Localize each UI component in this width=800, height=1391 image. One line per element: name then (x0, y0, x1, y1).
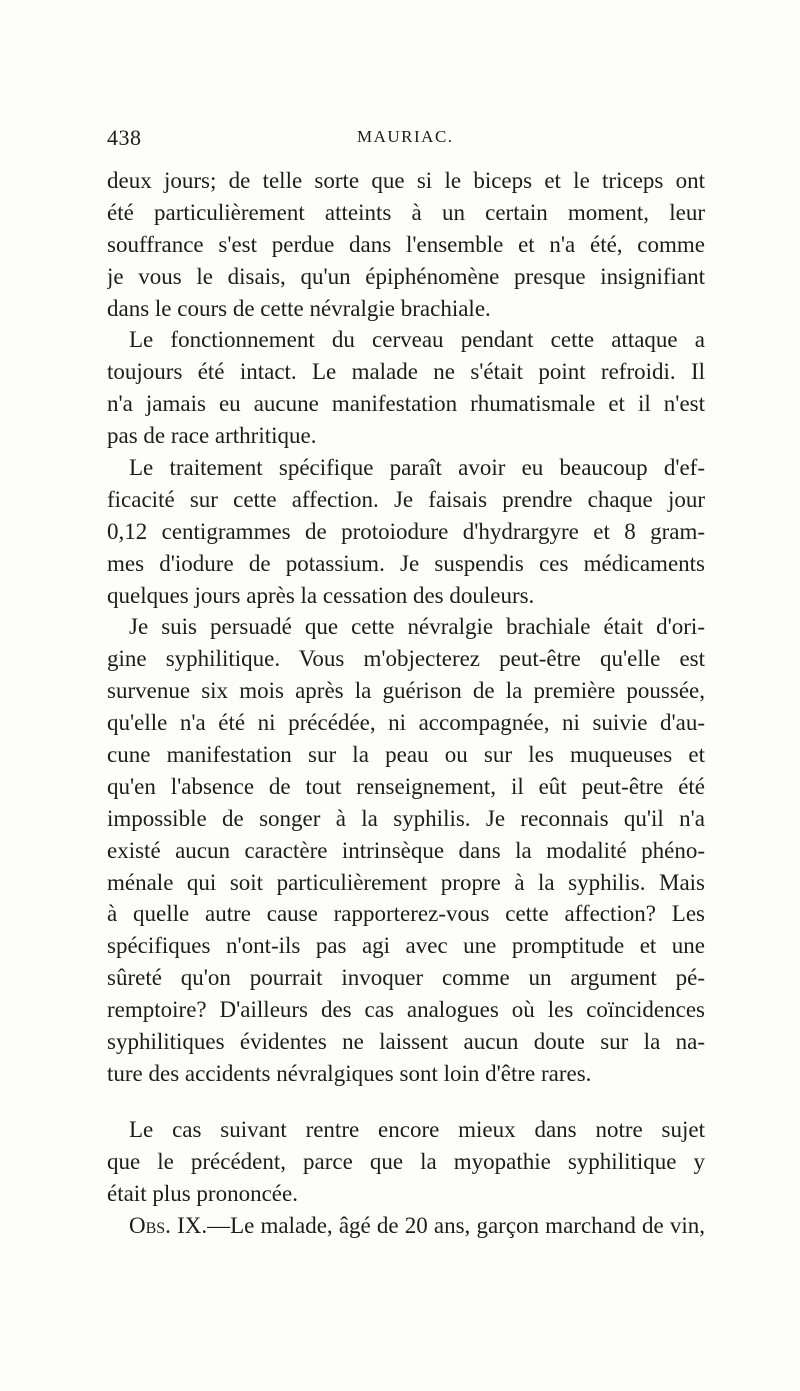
text-line: qu'en l'absence de tout renseignement, il eût peut-être été (107, 773, 705, 799)
text-line: Le traitement spécifique paraît avoir eu beaucoup d'ef- (129, 455, 705, 481)
text-line: ménale qui soit particulièrement propre à la syphilis. Mais (107, 869, 705, 895)
text-line: toujours été intact. Le malade ne s'était point refroidi. Il (107, 359, 705, 385)
running-head (107, 125, 705, 165)
text-line: 0,12 centigrammes de protoiodure d'hydrargyre et 8 gram- (107, 518, 705, 544)
text-line: ficacité sur cette affection. Je faisais prendre chaque jour (107, 486, 705, 512)
text-line: était plus prononcée. (107, 1180, 298, 1206)
text-line: existé aucun caractère intrinsèque dans la modalité phéno- (107, 837, 705, 863)
observation-label: Obs. IX. (129, 1212, 208, 1238)
text-line: gine syphilitique. Vous m'objecterez peut-être qu'elle est (107, 646, 705, 672)
book-page (107, 125, 705, 1241)
text-line: pas de race arthritique. (107, 423, 317, 449)
text-line: remptoire? D'ailleurs des cas analogues où les coïncidences (107, 997, 705, 1023)
paragraph-gap (107, 1090, 705, 1114)
text-line: n'a jamais eu aucune manifestation rhumatismale et il n'est (107, 391, 705, 417)
running-title: MAURIAC. (357, 127, 454, 146)
text-line: je vous le disais, qu'un épiphénomène presque insignifiant (107, 263, 705, 289)
text-line: que le précédent, parce que la myopathie syphilitique y (107, 1148, 705, 1174)
text-line: qu'elle n'a été ni précédée, ni accompagnée, ni suivie d'au- (107, 710, 705, 736)
text-line: souffrance s'est perdue dans l'ensemble et n'a été, comme (107, 231, 705, 257)
text-line: sûreté qu'on pourrait invoquer comme un argument pé- (107, 965, 705, 991)
paragraph (107, 611, 705, 1089)
page-number: 438 (107, 125, 142, 150)
paragraph (107, 1114, 705, 1210)
observation-line (107, 1210, 705, 1242)
paragraph (107, 452, 705, 611)
text-line: survenue six mois après la guérison de la première poussée, (107, 678, 705, 704)
text-line: Je suis persuadé que cette névralgie brachiale était d'ori- (129, 614, 705, 640)
text-line: à quelle autre cause rapporterez-vous cette affection? Les (107, 901, 705, 927)
text-line: cune manifestation sur la peau ou sur les muqueuses et (107, 742, 705, 768)
text-line: mes d'iodure de potassium. Je suspendis ces médicaments (107, 550, 705, 576)
text-line: dans le cours de cette névralgie brachiale. (107, 295, 491, 321)
text-line: Le fonctionnement du cerveau pendant cette attaque a (129, 327, 705, 353)
text-line: deux jours; de telle sorte que si le biceps et le triceps ont (107, 168, 705, 193)
paragraph (107, 165, 705, 324)
paragraph (107, 324, 705, 452)
text-line: impossible de songer à la syphilis. Je reconnais qu'il n'a (107, 805, 705, 831)
text-line: syphilitiques évidentes ne laissent aucun doute sur la na- (107, 1029, 705, 1055)
text-line: ture des accidents névralgiques sont loin d'être rares. (107, 1060, 592, 1086)
text-line: Le cas suivant rentre encore mieux dans notre sujet (129, 1116, 705, 1142)
observation-text: —Le malade, âgé de 20 ans, garçon marchand de vin, (207, 1212, 705, 1238)
text-line: spécifiques n'ont-ils pas agi avec une promptitude et une (107, 933, 705, 959)
text-line: quelques jours après la cessation des douleurs. (107, 582, 535, 608)
text-line: été particulièrement atteints à un certain moment, leur (107, 199, 705, 225)
